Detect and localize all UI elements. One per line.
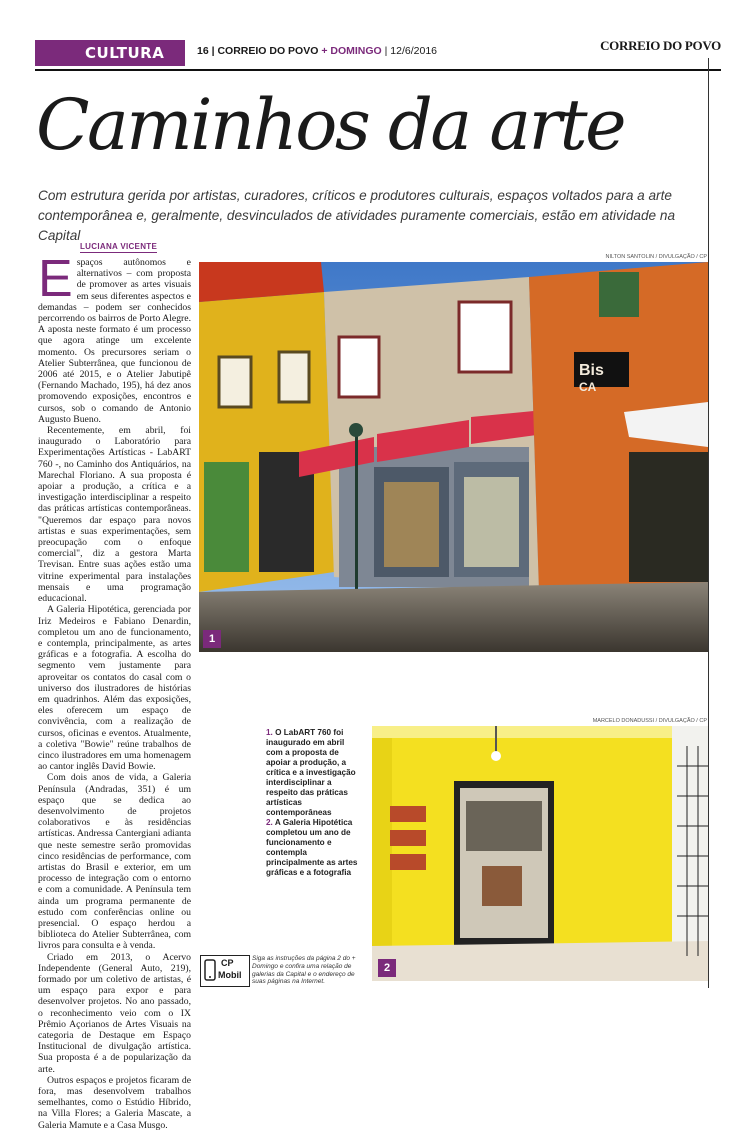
article-byline: LUCIANA VICENTE	[80, 242, 158, 251]
page-runner	[197, 45, 437, 57]
section-label: CULTURA	[85, 44, 165, 62]
runner-divider-2: |	[384, 45, 391, 57]
shop-sign-bistro: Bis	[579, 362, 604, 379]
newspaper-brand: CORREIO DO POVO	[600, 38, 721, 53]
photo-1-credit: NILTON SANTOLIN / DIVULGAÇÃO / CP	[605, 254, 707, 260]
caption-1-text: O LabART 760 foi inaugurado em abril com a proposta de apoiar a produção, a crítica e a investigação interdisciplinar a respeito das práticas artísticas contemporâneas	[266, 728, 356, 817]
article-paragraph-6: Outros espaços e projetos ficaram de fora, mas desenvolvem trabalhos semelhantes, como o Estúdio Híbrido, na Villa Flores; a Galeria Mascate, a Galeria Mamute e a Casa Musgo.	[38, 1074, 191, 1131]
article-standfirst: Com estrutura gerida por artistas, curadores, críticos e produtores culturais, espaços voltados para a arte contemporânea e, geralmente, desvinculados de atividades puramente comerciais, estão em atividade na Capital	[38, 188, 676, 243]
section-tag	[35, 40, 185, 66]
runner-date: 12/6/2016	[390, 45, 438, 57]
article-title: Caminhos da arte	[36, 84, 625, 166]
cp-mobile-text: Siga as instruções da página 2 do + Domingo e confira uma relação de galerias da Capital e o endereço de suas páginas na Internet.	[252, 955, 356, 986]
article-paragraph-5: Criado em 2013, o Acervo Independente (General Auto, 219), formado por um coletivo de artistas, é um espaço para expor e para desenvolver projetos. No ano passado, o reconhecimento veio com o IX Prêmio Açorianos de Artes Visuais na categoria de Destaque em Espaço Institucional de divulgação artística. Sua proposta é a de popularização da arte.	[38, 951, 191, 1075]
facade-illustration	[199, 262, 708, 652]
article-paragraph-3: A Galeria Hipotética, gerenciada por Iriz Medeiros e Fabiano Denardin, completou um ano de funcionamento, e contempla, principalmente, as artes gráficas e a fotografia. A escolha do segmento vem justamente para aproveitar os contatos do casal com o universo dos ilustradores de histórias em quadrinhos. Além das exposições, eles oferecem um espaço de convivência, com a realização de cursos, oficinas e eventos. Atualmente, a coletiva "Bowie" reúne trabalhos de cinco ilustradores em uma homenagem ao cantor inglês David Bowie.	[38, 604, 191, 773]
article-paragraph-4: Com dois anos de vida, a Galeria Península (Andradas, 351) é um espaço que se dedica ao desenvolvimento de projetos colaborativos e às residências artísticas. Andressa Cantergiani adianta que neste semestre serão promovidas cinco residências de performance, com artistas do Brasil e exterior, em um processo de integração com o entorno e com a comunidade. A Península tem ainda um programa permanente de estudo com conferências online ou presencial. O espaço herdou a biblioteca do Atelier Subterrânea, com livros para consulta e à venda.	[38, 772, 191, 952]
caption-2-text: A Galeria Hipotética completou um ano de funcionamento e contempla principalmente as artes gráficas e a fotografia	[266, 818, 358, 877]
photo-caption	[266, 728, 362, 878]
photo-1-number: 1	[203, 630, 221, 648]
right-margin-rule	[708, 58, 709, 988]
article-paragraph-1: Espaços autônomos e alternativos – com proposta de promover as artes visuais em seus diferentes aspectos e demandas – podem ser conhecidos percorrendo os bairros de Porto Alegre. A aposta neste formato é um processo que agora atinge um excelente momento. Os precursores seriam o Atelier Subterrânea, que funcionou de 2006 até 2015, e o Atelier Jabutipê (Fernando Machado, 195), há dez anos promovendo exposições, encontros e cursos, sob o comando de Antonio Augusto Bueno.	[38, 250, 191, 425]
runner-edition: + DOMINGO	[321, 45, 382, 57]
caption-1-number: 1.	[266, 728, 273, 737]
runner-divider: |	[211, 45, 218, 57]
cp-logo-bottom: Mobil	[218, 970, 242, 980]
photo-hipotetica-interior	[372, 726, 708, 981]
cp-mobile-logo	[200, 955, 250, 987]
page-number: 16	[197, 45, 209, 57]
article-paragraph-2: Recentemente, em abril, foi inaugurado o Laboratório para Experimentações Artísticas - LabART 760 -, no Caminho dos Antiquários, na Marechal Floriano. A sua proposta é apoiar a produção, a crítica e a investigação interdisciplinar a respeito das práticas artísticas contemporâneas. "Queremos dar espaço para novos artistas e suas experimentações, sem preocupação com o enfoque comercial", diz a gestora Marta Trevisan. Entre suas ações estão uma vitrine experimental para instalações mensais e uma programação educacional.	[38, 425, 191, 605]
interior-illustration	[372, 726, 708, 981]
article-body	[38, 250, 191, 1131]
drop-cap: E	[38, 250, 73, 308]
header-rule	[35, 69, 721, 71]
photo-2-number: 2	[378, 959, 396, 977]
runner-newspaper: CORREIO DO POVO	[217, 45, 319, 57]
photo-2-credit: MARCELO DONADUSSI / DIVULGAÇÃO / CP	[592, 718, 707, 724]
caption-2-number: 2.	[266, 818, 273, 827]
phone-icon	[204, 959, 216, 981]
shop-sign-cafe: CA	[579, 380, 597, 394]
photo-labart-facade	[199, 262, 708, 652]
cp-logo-top: CP	[221, 958, 234, 968]
